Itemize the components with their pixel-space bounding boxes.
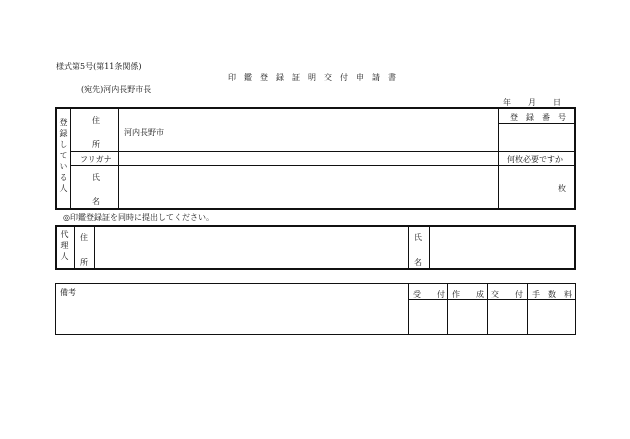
date-month: 月 xyxy=(528,98,536,107)
copies-label: 何枚必要ですか xyxy=(507,155,563,164)
submission-note: ◎印鑑登録証を同時に提出してください。 xyxy=(63,213,214,222)
registrant-section-label: 登録している人 xyxy=(59,118,68,195)
agent-name-label-1: 氏 xyxy=(414,233,422,242)
remarks-label: 備考 xyxy=(60,288,76,297)
registrant-address-label-1: 住 xyxy=(92,116,100,125)
created-label: 作 成 xyxy=(452,290,484,299)
reg-number-field[interactable] xyxy=(500,125,573,150)
registrant-address-value[interactable]: 河内長野市 xyxy=(124,128,164,137)
date-year: 年 xyxy=(503,98,511,107)
agent-name-field[interactable] xyxy=(431,228,572,267)
registrant-name-field[interactable] xyxy=(120,167,496,207)
agent-name-label-2: 名 xyxy=(414,258,422,267)
agent-address-field[interactable] xyxy=(96,228,406,267)
agent-address-label-2: 所 xyxy=(80,258,88,267)
furigana-label: フリガナ xyxy=(80,155,112,164)
registrant-name-label-1: 氏 xyxy=(92,173,100,182)
delivered-label: 交 付 xyxy=(491,290,523,299)
agent-address-label-1: 住 xyxy=(80,233,88,242)
reg-number-label: 登 録 番 号 xyxy=(510,113,566,122)
agent-section-label: 代理人 xyxy=(60,230,69,263)
registrant-name-label-2: 名 xyxy=(92,197,100,206)
fee-label: 手 数 料 xyxy=(532,290,572,299)
form-title: 印 鑑 登 録 証 明 交 付 申 請 書 xyxy=(228,73,396,82)
form-number: 様式第5号(第11条関係) xyxy=(56,62,142,71)
date-day: 日 xyxy=(553,98,561,107)
addressee: (宛先)河内長野市長 xyxy=(81,85,152,94)
copies-unit: 枚 xyxy=(558,184,566,193)
received-label: 受 付 xyxy=(413,290,445,299)
registrant-address-label-2: 所 xyxy=(92,140,100,149)
furigana-field[interactable] xyxy=(120,153,496,164)
remarks-field[interactable] xyxy=(57,298,406,333)
